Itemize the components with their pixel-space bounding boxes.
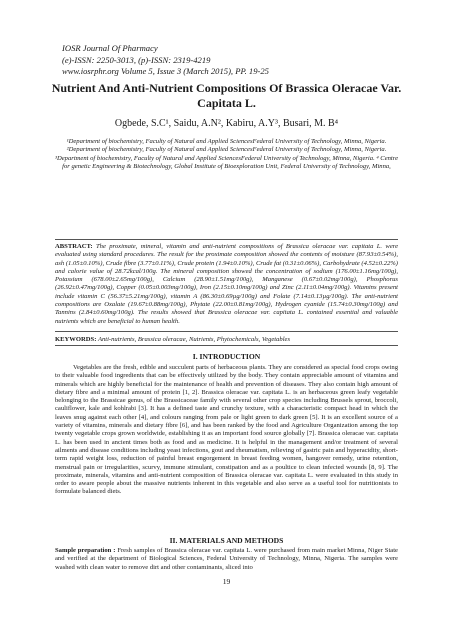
journal-name: IOSR Journal Of Pharmacy	[62, 43, 158, 53]
page-number: 19	[222, 577, 231, 586]
section-heading-introduction: I. INTRODUCTION	[192, 352, 261, 361]
abstract-text: The proximate, mineral, vitamin and anti-nutrient compositions of Brassica oleracae var. capitata L. were evaluated using standard procedures. The result for the proximate composition showed the contents of moisture (87.93±0.54%), ash (1.05±0.10%), Crude fibre (3.77±0.11%), Crude protein (1.94±0.10%), Crude fat (0.31±0.06%), Carbohydrate (4.52±0.22%) and calorie value of 28.72kcal/100g. The mineral composition showed the concentration of sodium (176.00±1.16mg/100g), Potassium (678.00±2.65mg/100g), Calcium (28.90±1.51mg/100g), Manganese (0.67±0.02mg/100g), Phosphorus (26.92±0.47mg/100g), Copper (0.05±0.003mg/100g), Iron (2.15±0.10mg/100g) and Zinc (2.11±0.04mg/100g). Vitamins present include vitamin C (56.37±5.21mg/100g), vitamin A (86.30±0.69µg/100g) and Folate (7.14±0.13µg/100g). The anti-nutrient compositions are Oxalate (19.67±0.88mg/100g), Phytate (22.00±0.81mg/100g), Hydrogen cyanide (15.74±0.30mg/100g) and Tannins (2.84±0.60mg/100g). The results showed that Brassica oleracae var. capitata L. contained essential and valuable nutrients which are beneficial to human health.	[55, 243, 398, 325]
sample-preparation-label: Sample preparation :	[55, 547, 116, 554]
journal-volume: www.iosrphr.org Volume 5, Issue 3 (March 2015), PP. 19-25	[62, 66, 269, 77]
keywords-text: Anti-nutrients, Brassica oleracae, Nutrients, Phytochemicals, Vegetables	[97, 336, 291, 343]
abstract	[55, 243, 398, 326]
affiliation-2: ²Department of biochemistry, Faculty of Natural and Applied SciencesFederal University of Technology, Minna, Nigeria.	[66, 146, 387, 154]
affiliation-1: ¹Department of biochemistry, Faculty of Natural and Applied SciencesFederal University of Technology, Minna, Nigeria.	[66, 138, 387, 145]
section-heading-methods: II. MATERIALS AND METHODS	[169, 536, 284, 545]
author-list: Ogbede, S.C¹, Saidu, A.N², Kabiru, A.Y³, Busari, M. B⁴	[114, 118, 339, 129]
sample-preparation-text: Fresh samples of Brassica oleracae var. capitata L. were purchased from main market Minna, Niger State and verified at the department of Biological Sciences, Federal University of Technology, Minna, Nigeria. The samples were washed with clean water to remove dirt and other contaminants, sliced into	[55, 547, 398, 571]
abstract-label: ABSTRACT:	[55, 243, 93, 250]
journal-header	[62, 43, 269, 78]
affiliations	[55, 138, 398, 172]
abstract-bottom-rule	[55, 331, 398, 332]
journal-issn: (e)-ISSN: 2250-3013, (p)-ISSN: 2319-4219	[62, 54, 211, 65]
introduction-text: Vegetables are the fresh, edible and succulent parts of herbaceous plants. They are considered as special food crops owing to their valuable food ingredients that can be effectively utilized by the body. They contain appreciable amount of vitamins and minerals which are highly beneficial for the maintenance of health and prevention of diseases. They also contain high amount of dietary fibre and a minimal amount of protein [1, 2]. Brassica oleracae var. capitata L. is an herbaceous green leafy vegetable belonging to the Brassicae genus, of the Brassicaceae family with several other crop species including Brussels sprout, broccoli, cauliflower, kale and kohlrabi [3]. It has a defined taste and crunchy texture, with a characteristic compact head in which the leaves snug against each other [4], and colours ranging from pale or light green to dark green [5]. It is an excellent source of a variety of vitamins, minerals and dietary fibre [6], and has been ranked by the food and Agriculture Organization among the top twenty vegetable crops grown worldwide, establishing it as an important food source globally [7]. Brassica oleracae var. capitata L. has been used in ancient times both as food and as medicine. It is helpful in the management and/or treatment of several ailments and disease conditions including yeast infections, gout and rheumatism, relieving of gastric pain and hyperacidity, short-term rapid weight loss, reduction of painful breast engorgement in breast feeding women, hangover remedy, urine retention, menstrual pain or irregularities, scurvy, immune stimulant, constipation and as a poultice to clean infected wounds [8, 9]. The proximate, minerals, vitamins and anti-nutrient composition of Brassica oleracae var. capitata L. were evaluated in this study in order to aware people about the massive nutrients inherent in this vegetable and also serve as a useful tool for nutritionists to formulate balanced diets.	[55, 364, 398, 496]
keywords-rule	[55, 345, 398, 346]
abstract-top-rule	[55, 239, 398, 240]
methods-text	[55, 547, 398, 572]
keywords-label: KEYWORDS:	[55, 336, 97, 343]
affiliation-3: ³Department of biochemistry, Faculty of Natural and Applied SciencesFederal University of Technology, Minna, Nigeria. ⁴ Centre for genetic Engineering & Biotechnology, Global Institute of Bioexploration Unit, Federal University of Technology, Minna,	[55, 154, 399, 171]
paper-title: Nutrient And Anti-Nutrient Compositions Of Brassica Oleracae Var. Capitata L.	[51, 81, 402, 110]
keywords	[55, 336, 398, 344]
